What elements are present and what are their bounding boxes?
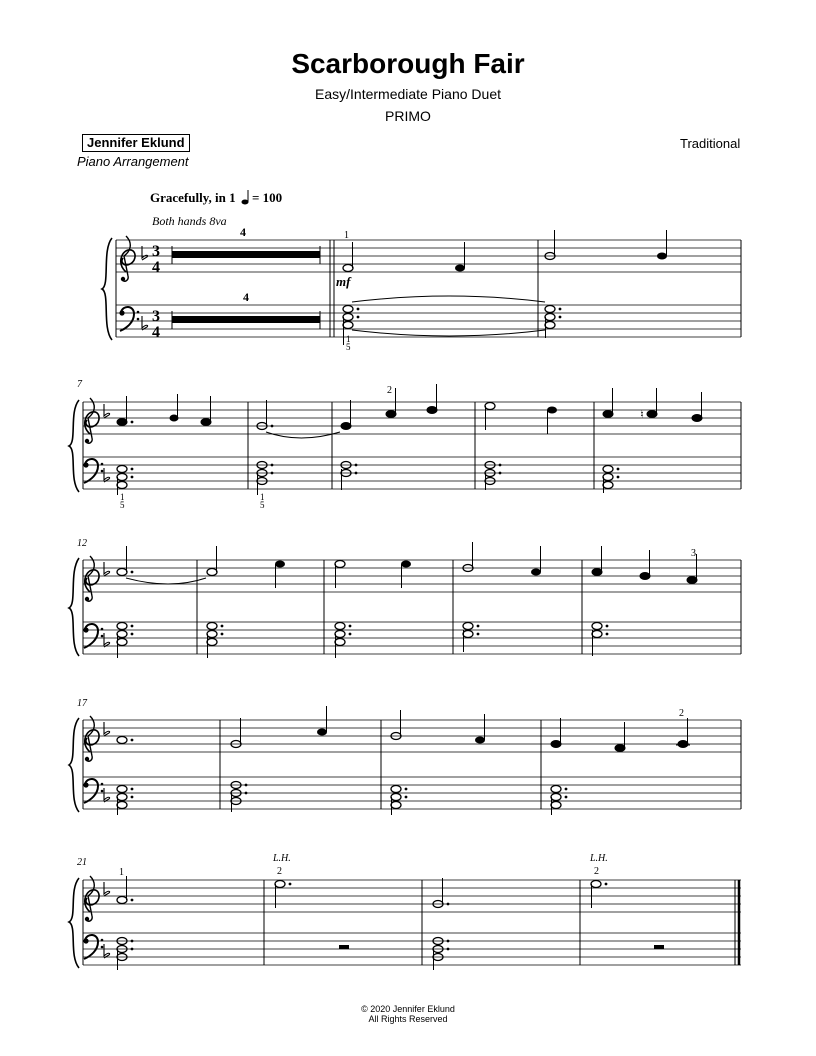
svg-text:2: 2: [679, 708, 684, 719]
dynamic-mark: mf: [336, 274, 351, 289]
whole-rest: [339, 945, 349, 949]
brace-icon: [69, 558, 79, 656]
svg-text:1: 1: [344, 230, 349, 241]
song-subtitle: Easy/Intermediate Piano Duet: [315, 86, 501, 102]
copyright-line: © 2020 Jennifer Eklund: [361, 1004, 455, 1014]
svg-text:4: 4: [152, 324, 160, 341]
brace-icon: [69, 718, 79, 812]
octave-instruction: Both hands 8va: [152, 214, 227, 228]
measure-number: 7: [77, 379, 82, 390]
measure-number: 12: [77, 538, 87, 549]
tempo-value: = 100: [252, 190, 283, 205]
arrangement-note: Piano Arrangement: [77, 154, 189, 169]
svg-text:1: 1: [119, 867, 124, 878]
brace-icon: [69, 878, 79, 968]
svg-text:2: 2: [387, 385, 392, 396]
natural-icon: ♮: [640, 408, 644, 421]
svg-text:1: 1: [260, 492, 265, 502]
tempo-marking: Gracefully, in 1: [150, 190, 236, 205]
quarter-note-icon: [242, 190, 249, 205]
measure-number: 17: [77, 698, 87, 709]
brace-icon: [102, 238, 112, 340]
left-hand-mark: L.H.: [590, 853, 608, 864]
measure-number: 21: [77, 857, 87, 868]
system-4: [69, 698, 741, 815]
system-2: [69, 379, 741, 510]
svg-text:2: 2: [277, 866, 282, 877]
svg-text:5: 5: [120, 500, 125, 510]
system-1: [102, 225, 741, 352]
svg-text:5: 5: [346, 342, 351, 352]
composer-credit: Traditional: [680, 136, 741, 151]
svg-text:3: 3: [152, 308, 160, 325]
brace-icon: [69, 400, 79, 492]
svg-text:4: 4: [243, 290, 249, 304]
multirest-bar: [172, 251, 320, 258]
multirest-count: 4: [240, 225, 246, 239]
svg-text:1: 1: [346, 334, 351, 344]
arranger-name: Jennifer Eklund: [82, 134, 190, 152]
svg-text:5: 5: [260, 500, 265, 510]
note-head: [343, 265, 353, 272]
multirest-bar: [172, 316, 320, 323]
part-label: PRIMO: [385, 108, 431, 124]
svg-text:1: 1: [120, 492, 125, 502]
rights-line: All Rights Reserved: [368, 1014, 448, 1024]
song-title: Scarborough Fair: [291, 48, 525, 79]
svg-text:3: 3: [691, 548, 696, 559]
svg-text:2: 2: [594, 866, 599, 877]
system-3: [69, 538, 741, 658]
time-sig-bottom: 4: [152, 259, 160, 276]
left-hand-mark: L.H.: [273, 853, 291, 864]
time-sig-top: 3: [152, 243, 160, 260]
system-5: [69, 853, 741, 970]
note-head: [455, 265, 465, 272]
whole-rest: [654, 945, 664, 949]
